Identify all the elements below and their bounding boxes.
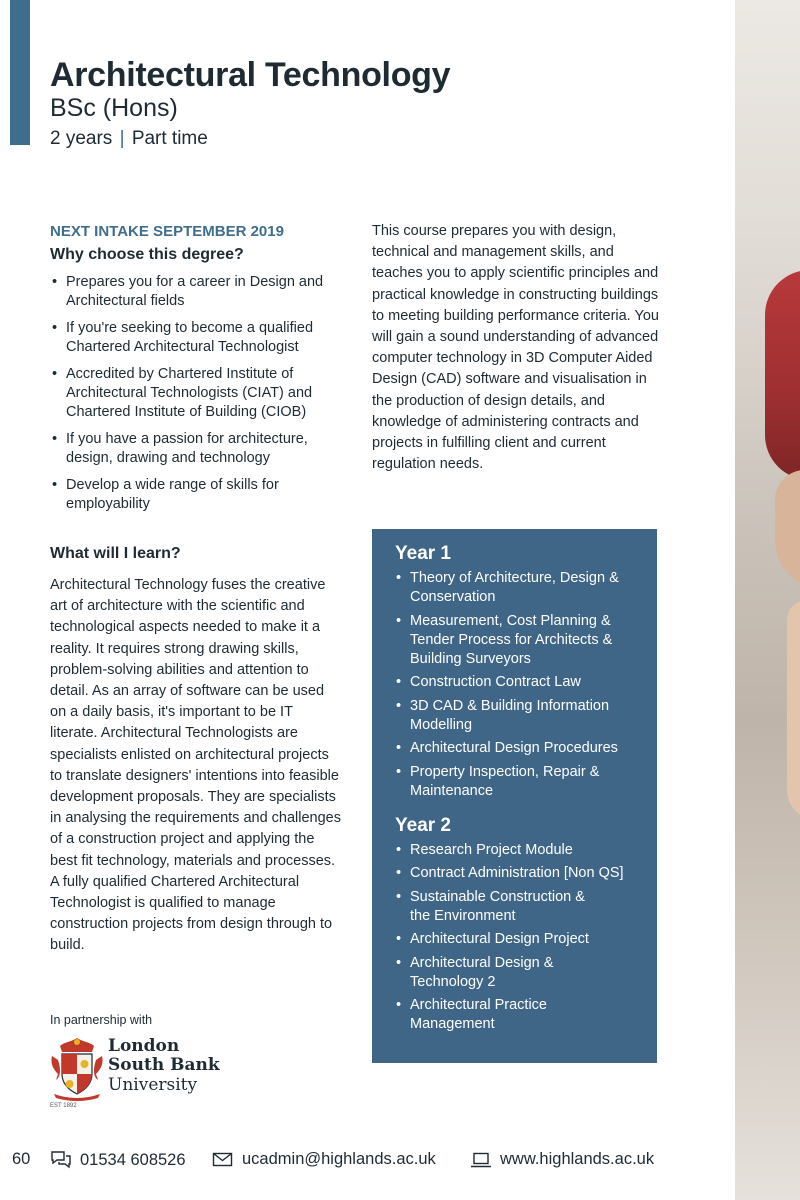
accent-bar <box>10 0 30 145</box>
next-intake: NEXT INTAKE SEPTEMBER 2019 <box>50 223 284 240</box>
photo-face <box>775 470 800 590</box>
why-bullet: • If you're seeking to become a qualified Chartered Architectural Technologist <box>50 319 340 357</box>
learn-paragraph: Architectural Technology fuses the creative art of architecture with the scientific and technological aspects needed to make it a reality. It requires strong drawing skills, problem-solving abilities and attention to detail. As an array of software can be used on a daily basis, it's important to be IT literate. Architectural Technologists are specialists enlisted on architectural projects to translate designers' intentions into feasible development proposals. They are specialists in analysing the requirements and challenges of a construction project and applying the best fit technology, materials and processes. A fully qualified Chartered Architectural Technologist is qualified to manage construction projects from design through to build. <box>50 577 341 954</box>
year1-modules <box>395 569 657 801</box>
module-item: • Architectural Practice Management <box>395 996 575 1034</box>
footer-email[interactable] <box>212 1150 436 1169</box>
chat-phone-icon <box>50 1150 72 1170</box>
phone-number: 01534 608526 <box>80 1150 186 1169</box>
website-url: www.highlands.ac.uk <box>500 1150 655 1168</box>
lsbu-crest-logo <box>48 1036 106 1102</box>
year2-modules <box>395 841 657 1035</box>
modules-panel <box>372 529 657 1063</box>
why-bullet: • If you have a passion for architecture, design, drawing and technology <box>50 430 340 468</box>
module-item: • Property Inspection, Repair & Maintenance <box>395 763 635 801</box>
module-item: • Construction Contract Law <box>395 673 657 692</box>
lsbu-name-line1: London <box>108 1036 180 1056</box>
laptop-icon <box>470 1151 492 1169</box>
course-meta <box>50 128 208 150</box>
page-number: 60 <box>12 1150 31 1168</box>
photo-cap <box>765 270 800 480</box>
why-bullet: • Prepares you for a career in Design and Architectural fields <box>50 273 340 311</box>
mail-icon <box>212 1151 234 1169</box>
partner-label: In partnership with <box>50 1013 153 1027</box>
module-item: • Sustainable Construction & the Environment <box>395 888 595 926</box>
year2-title: Year 2 <box>395 814 451 836</box>
learn-heading: What will I learn? <box>50 545 181 562</box>
module-item: • Theory of Architecture, Design & Conservation <box>395 569 635 607</box>
course-mode: Part time <box>131 128 208 149</box>
module-item: • Architectural Design & Technology 2 <box>395 954 575 992</box>
why-bullet: • Develop a wide range of skills for employability <box>50 476 340 514</box>
module-item: • Measurement, Cost Planning & Tender Process for Architects & Building Surveyors <box>395 612 635 669</box>
why-bullet: • Accredited by Chartered Institute of Architectural Technologists (CIAT) and Chartered Institute of Building (CIOB) <box>50 365 340 422</box>
footer-website[interactable] <box>470 1150 654 1169</box>
year1-title: Year 1 <box>395 543 451 564</box>
lsbu-name-line2: South Bank <box>108 1055 220 1075</box>
footer <box>0 1146 735 1174</box>
student-photo <box>735 0 800 1200</box>
why-heading: Why choose this degree? <box>50 246 244 263</box>
lsbu-established: EST 1892 <box>50 1103 77 1109</box>
meta-separator: | <box>119 128 125 149</box>
degree-subtitle: BSc (Hons) <box>50 94 178 122</box>
course-intro: This course prepares you with design, technical and management skills, and teaches you to apply scientific principles and practical knowledge in constructing buildings to meeting building performance criteria. You will gain a sound understanding of advanced computer technology in 3D Computer Aided Design (CAD) software and visualisation in the production of design details, and knowledge of administering contracts and projects in fulfilling client and current regulation needs. <box>372 223 659 473</box>
course-duration: 2 years <box>50 128 113 149</box>
module-item: • Architectural Design Project <box>395 930 657 949</box>
module-item: • Architectural Design Procedures <box>395 739 657 758</box>
module-item: • Research Project Module <box>395 841 657 860</box>
why-bullets <box>50 273 340 522</box>
photo-hand <box>787 600 800 820</box>
footer-phone[interactable] <box>50 1150 186 1170</box>
email-address: ucadmin@highlands.ac.uk <box>242 1150 436 1168</box>
page-title: Architectural Technology <box>50 56 451 94</box>
module-item: • Contract Administration [Non QS] <box>395 864 657 883</box>
lsbu-name-line3: University <box>108 1075 198 1095</box>
module-item: • 3D CAD & Building Information Modelling <box>395 697 635 735</box>
